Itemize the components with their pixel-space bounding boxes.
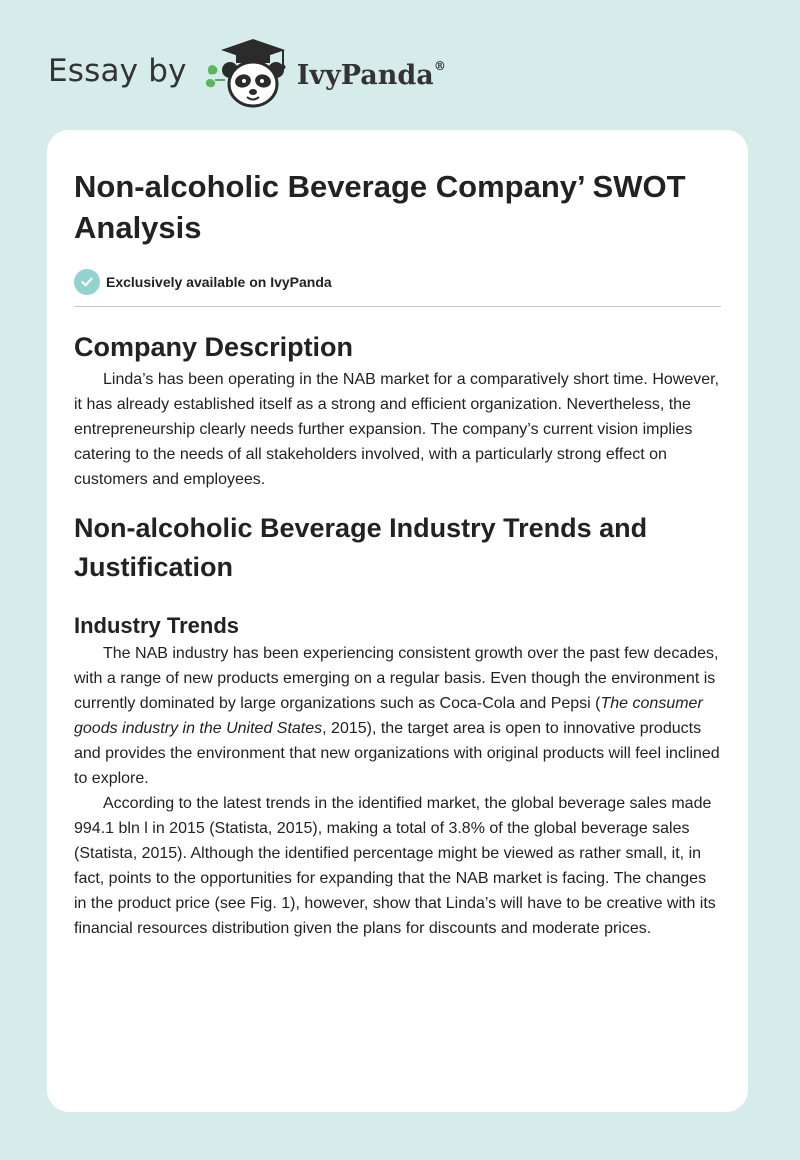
citation-title: The consumer goods industry in the United States bbox=[74, 695, 703, 737]
check-icon bbox=[74, 269, 100, 295]
essay-by-label: Essay by bbox=[48, 53, 187, 89]
industry-trends-paragraph-2: According to the latest trends in the identified market, the global beverage sales made 994.1 bln l in 2015 (Statista, 2015), making a total of 3.8% of the global beverage sales (Statista, 2015). Although the identified percentage might be viewed as rather small, it, in fact, points to the opportunities for expanding that the NAB market is facing. The changes in the product price (see Fig. 1), however, show that Linda’s will have to be creative with its financial resources distribution given the plans for discounts and moderate prices. bbox=[74, 795, 716, 937]
exclusive-badge bbox=[74, 268, 721, 296]
registered-mark: ® bbox=[433, 58, 446, 73]
exclusive-badge-text: Exclusively available on IvyPanda bbox=[106, 274, 332, 290]
site-header bbox=[48, 36, 446, 110]
brand-name: IvyPanda® bbox=[296, 58, 446, 91]
article-card bbox=[47, 130, 748, 1112]
leaf-icon bbox=[206, 65, 225, 87]
subsection-heading-industry-trends: Industry Trends bbox=[74, 613, 240, 638]
section-heading-industry-trends-justification: Non-alcoholic Beverage Industry Trends and Justification bbox=[74, 513, 648, 582]
article-title: Non-alcoholic Beverage Company’ SWOT Analysis bbox=[74, 169, 686, 245]
section-heading-company-description: Company Description bbox=[74, 332, 354, 362]
company-description-paragraph: Linda’s has been operating in the NAB market for a comparatively short time. However, it has already established itself as a strong and efficient organization. Nevertheless, the entrepreneurship clearly needs further expansion. The company’s current vision implies catering to the needs of all stakeholders involved, with a particularly strong effect on customers and employees. bbox=[74, 371, 720, 488]
title-divider bbox=[74, 306, 721, 307]
industry-trends-paragraph-1: The NAB industry has been experiencing consistent growth over the past few decades, with a range of new products emerging on a regular basis. Even though the environment is currently dominated by large organizations such as Coca-Cola and Pepsi (The consumer goods industry in the United States, 2015), the target area is open to innovative products and provides the environment that new organizations with original products will feel inclined to explore. bbox=[74, 645, 720, 787]
panda-graduate-icon bbox=[203, 36, 295, 110]
